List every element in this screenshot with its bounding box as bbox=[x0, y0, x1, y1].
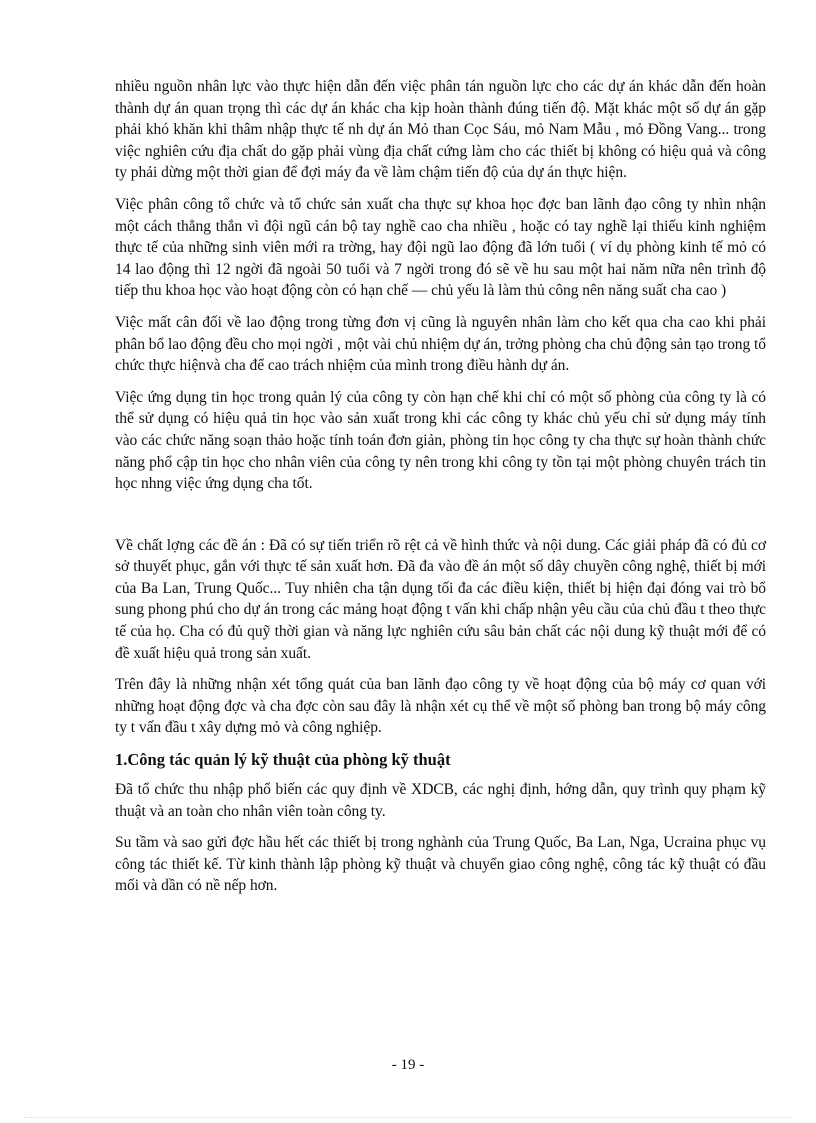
paragraph-equipment-collection: Su tầm và sao gửi đợc hầu hết các thiết bị trong nghành của Trung Quốc, Ba Lan, Nga, Ucraina phục vụ công tác thiết kế. Từ kinh thành lập phòng kỹ thuật và chuyển giao công nghệ, công tác kỹ thuật có đầu mối và dần có nề nếp hơn. bbox=[115, 834, 766, 895]
page-body bbox=[115, 76, 766, 907]
page-number: - 19 - bbox=[391, 1057, 425, 1073]
paragraph-resource-dispersion: nhiều nguồn nhân lực vào thực hiện dẫn đến việc phân tán nguồn lực cho các dự án khác dẫn đến hoàn thành dự án quan trọng thì các dự án khác cha kịp hoàn thành đúng tiến độ. Mặt khác một số dự án gặp phải khó khăn khi thâm nhập thực tế nh dự án Mỏ than Cọc Sáu, mỏ Nam Mẫu , mỏ Đồng Vang... trong việc nghiên cứu địa chất do gặp phải vùng địa chất cứng làm cho các thiết bị không có hiệu quả và công ty phải dừng một thời gian để đợi máy đa về làm chậm tiến độ của dự án thực hiện. bbox=[115, 78, 766, 182]
paragraph-it-application: Việc ứng dụng tin học trong quản lý của công ty còn hạn chế khi chỉ có một số phòng của công ty là có thể sử dụng có hiệu quả tin học vào sản xuất trong khi các công ty khác chủ yếu chỉ sử dụng máy tính vào các chức năng soạn thảo hoặc tính toán đơn giản, phòng tin học công ty cha thực sự hoàn thành chức năng phổ cập tin học cho nhân viên của công ty nên trong khi công ty tồn tại một phòng chuyên trách tin học nhng việc ứng dụng cha tốt. bbox=[115, 388, 766, 493]
paragraph-project-quality: Về chất lợng các đề án : Đã có sự tiến triển rõ rệt cả về hình thức và nội dung. Các giải pháp đã có đủ cơ sở thuyết phục, gắn với thực tế sản xuất hơn. Đã đa vào đề án một số dây chuyền công nghệ, thiết bị mới của Ba Lan, Trung Quốc... Tuy nhiên cha tận dụng tối đa các điều kiện, thiết bị hiện đại đóng vai trò bổ sung phong phú cho dự án trong các mảng hoạt động t vấn khi chấp nhận yêu cầu của chủ đầu t theo thực tế của họ. Cha có đủ quỹ thời gian và năng lực nghiên cứu sâu bản chất các nội dung kỹ thuật mới để có đề xuất hiệu quả trong sản xuất. bbox=[115, 536, 766, 662]
paragraph-summary: Trên đây là những nhận xét tổng quát của ban lãnh đạo công ty về hoạt động của bộ máy cơ quan với những hoạt động đợc và cha đợc còn sau đây là nhận xét cụ thể về một số phòng ban trong bộ máy công ty t vấn đầu t xây dựng mỏ và công nghiệp. bbox=[115, 676, 766, 737]
paragraph-regulations: Đã tổ chức thu nhập phổ biến các quy định về XDCB, các nghị định, hớng dẫn, quy trình quy phạm kỹ thuật và an toàn cho nhân viên toàn công ty. bbox=[115, 781, 766, 820]
section-heading: 1.Công tác quản lý kỹ thuật của phòng kỹ thuật bbox=[115, 750, 451, 770]
paragraph-work-organization: Việc phân công tổ chức và tổ chức sản xuất cha thực sự khoa học đợc ban lãnh đạo công ty nhìn nhận một cách thẳng thắn vì đội ngũ cán bộ tay nghề cao cha nhiều , hoặc có tay nghề lại thiếu kinh nghiệm thực tế của những sinh viên mới ra trờng, hay đội ngũ lao động đã lớn tuổi ( ví dụ phòng kinh tế mỏ có 14 lao động thì 12 ngời đã ngoài 50 tuổi và 7 ngời trong đó sẽ về hu sau một hai năm nữa nên trình độ tiếp thu khoa học vào hoạt động còn có hạn chế — chủ yếu là làm thủ công nên năng suất cha cao ) bbox=[115, 195, 766, 300]
paragraph-labor-imbalance: Việc mất cân đối về lao động trong từng đơn vị cũng là nguyên nhân làm cho kết qua cha cao khi phải phân bổ lao động đều cho mọi ngời , một vài chủ nhiệm dự án, trởng phòng cha chủ động sản tạo trong tổ chức thực hiệnvà cha để cao trách nhiệm của mình trong điều hành dự án. bbox=[115, 313, 766, 375]
page-bottom-divider bbox=[24, 1117, 792, 1118]
